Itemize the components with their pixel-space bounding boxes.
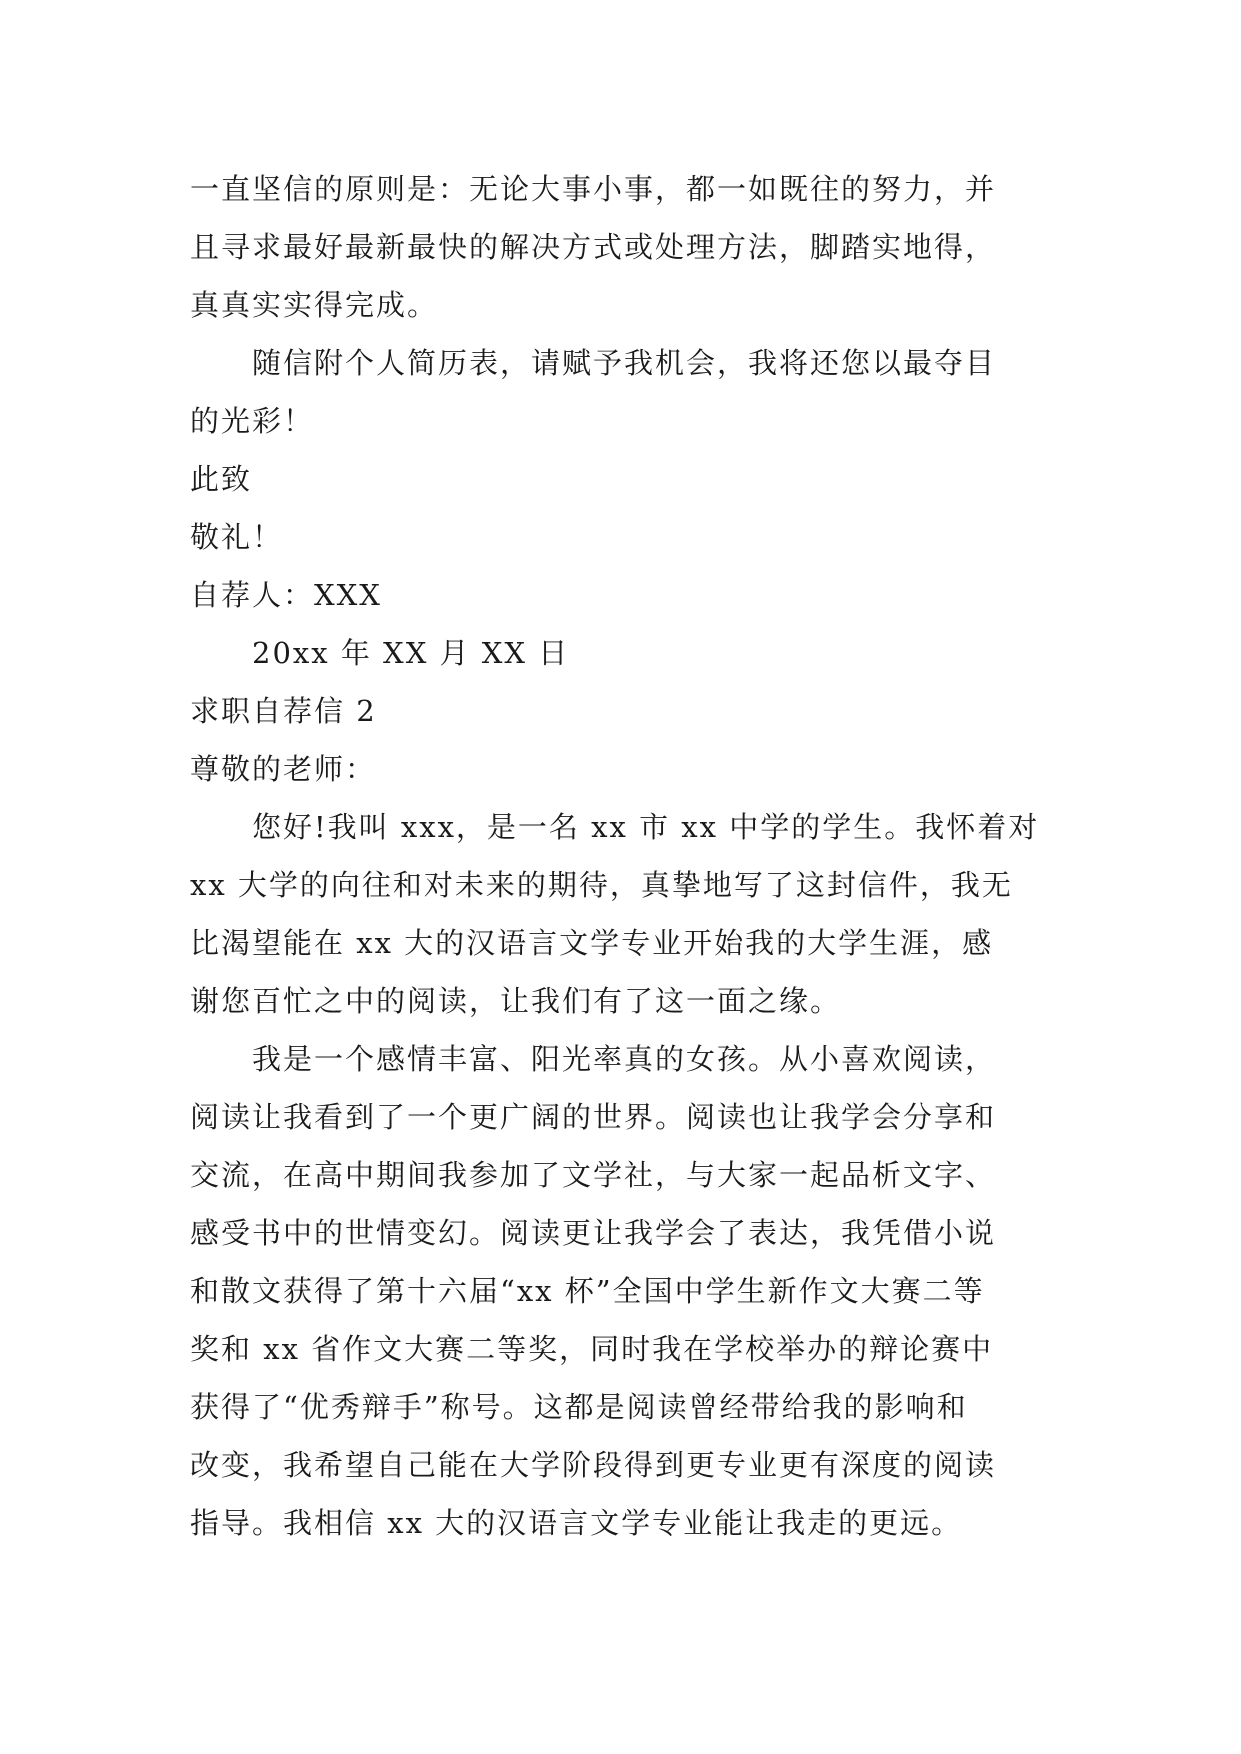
text-line: 自荐人：XXX [190,578,382,612]
resume-attached-paragraph [190,334,1050,450]
section-title [190,682,1050,740]
text-line: 20xx 年 XX 月 XX 日 [252,636,570,670]
document-page [190,160,1050,1552]
date-line [190,624,1050,682]
text-line: 感受书中的世情变幻。阅读更让我学会了表达，我凭借小说 [190,1216,997,1250]
text-line: 我是一个感情丰富、阳光率真的女孩。从小喜欢阅读， [252,1042,997,1076]
text-line: 求职自荐信 2 [190,694,377,728]
text-line: 改变，我希望自己能在大学阶段得到更专业更有深度的阅读 [190,1448,997,1482]
text-line: 奖和 xx 省作文大赛二等奖，同时我在学校举办的辩论赛中 [190,1332,994,1366]
text-line: 随信附个人简历表，请赋予我机会，我将还您以最夺目 [252,346,997,380]
text-line: 且寻求最好最新最快的解决方式或处理方法，脚踏实地得， [190,230,997,264]
closing-greeting [190,450,1050,508]
text-line: 尊敬的老师： [190,752,377,786]
introduction-paragraph [190,798,1050,1030]
text-line: 敬礼！ [190,520,284,554]
text-line: 的光彩！ [190,404,315,438]
text-line: xx 大学的向往和对未来的期待，真挚地写了这封信件，我无 [190,868,1013,902]
text-line: 交流，在高中期间我参加了文学社，与大家一起品析文字、 [190,1158,997,1192]
text-line: 阅读让我看到了一个更广阔的世界。阅读也让我学会分享和 [190,1100,997,1134]
text-line: 谢您百忙之中的阅读，让我们有了这一面之缘。 [190,984,842,1018]
reading-paragraph [190,1030,1050,1552]
closing-salute [190,508,1050,566]
principle-paragraph [190,160,1050,334]
text-line: 获得了“优秀辩手”称号。这都是阅读曾经带给我的影响和 [190,1390,968,1424]
text-line: 真真实实得完成。 [190,288,439,322]
text-line: 指导。我相信 xx 大的汉语言文学专业能让我走的更远。 [190,1506,963,1540]
text-line: 此致 [190,462,253,496]
salutation [190,740,1050,798]
text-line: 和散文获得了第十六届“xx 杯”全国中学生新作文大赛二等 [190,1274,985,1308]
text-line: 您好!我叫 xxx，是一名 xx 市 xx 中学的学生。我怀着对 [252,810,1040,844]
text-line: 一直坚信的原则是：无论大事小事，都一如既往的努力，并 [190,172,997,206]
text-line: 比渴望能在 xx 大的汉语言文学专业开始我的大学生涯，感 [190,926,994,960]
signature-line [190,566,1050,624]
